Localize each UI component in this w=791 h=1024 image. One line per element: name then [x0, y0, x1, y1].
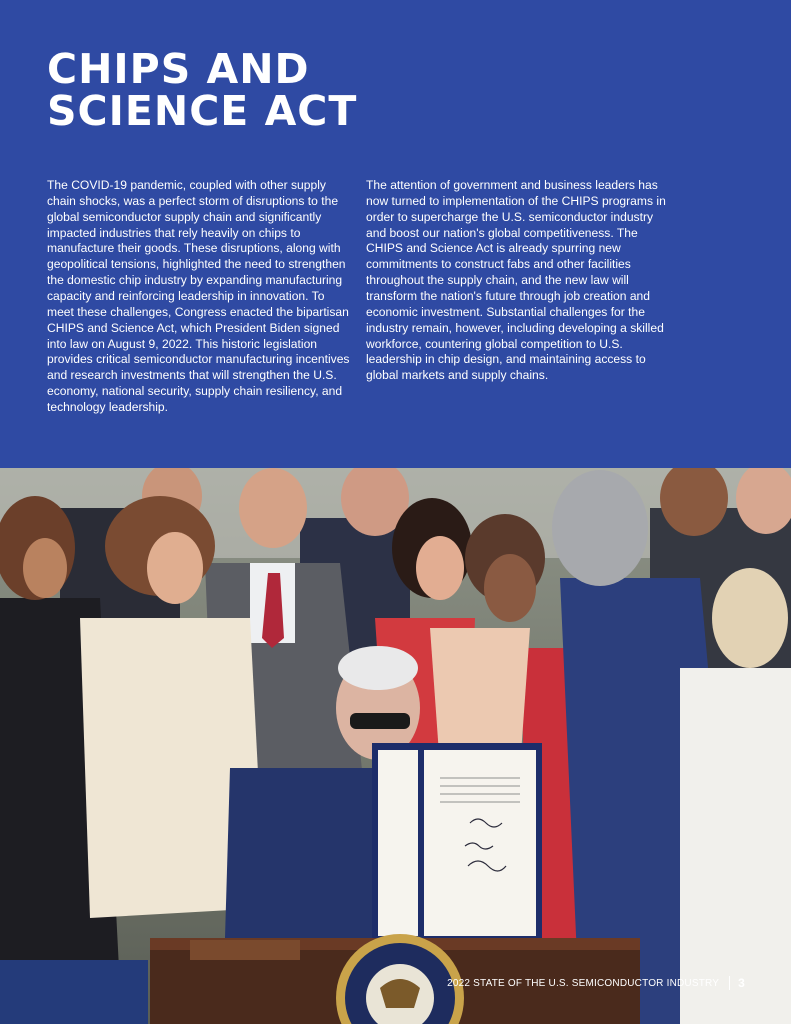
footer-divider	[729, 976, 730, 990]
page-number: 3	[738, 976, 745, 990]
bill-signing-photo	[0, 468, 791, 1024]
page-title: CHIPS AND SCIENCE ACT	[47, 45, 358, 135]
intro-paragraph-left: The COVID-19 pandemic, coupled with other supply chain shocks, was a perfect storm of disruptions to the global semiconductor supply chain and significantly impacted industries that rely heavily on chips to manufacture their goods. These disruptions, along with geopolitical tensions, highlighted the need to strengthen the domestic chip industry by expanding manufacturing capacity and reinforcing leadership in innovation. To meet these challenges, Congress enacted the bipartisan CHIPS and Science Act, which President Biden signed into law on August 9, 2022. This historic legislation provides critical semiconductor manufacturing incentives and research investments that will strengthen the U.S. economy, national security, supply chain resiliency, and technology leadership.	[47, 178, 350, 414]
intro-paragraph-right: The attention of government and business leaders has now turned to implementation of the CHIPS programs in order to supercharge the U.S. semiconductor industry and boost our nation's global competitiveness. The CHIPS and Science Act is already spurring new commitments to construct fabs and other facilities throughout the supply chain, and the new law will transform the nation's future through job creation and economic investment. Substantial challenges for the industry remain, however, including developing a skilled workforce, countering global competition to U.S. leadership in chip design, and maintaining access to global markets and supply chains.	[366, 178, 666, 383]
header-panel	[0, 0, 791, 468]
report-title: 2022 STATE OF THE U.S. SEMICONDUCTOR INDUSTRY	[447, 977, 720, 989]
page-footer	[447, 976, 745, 990]
